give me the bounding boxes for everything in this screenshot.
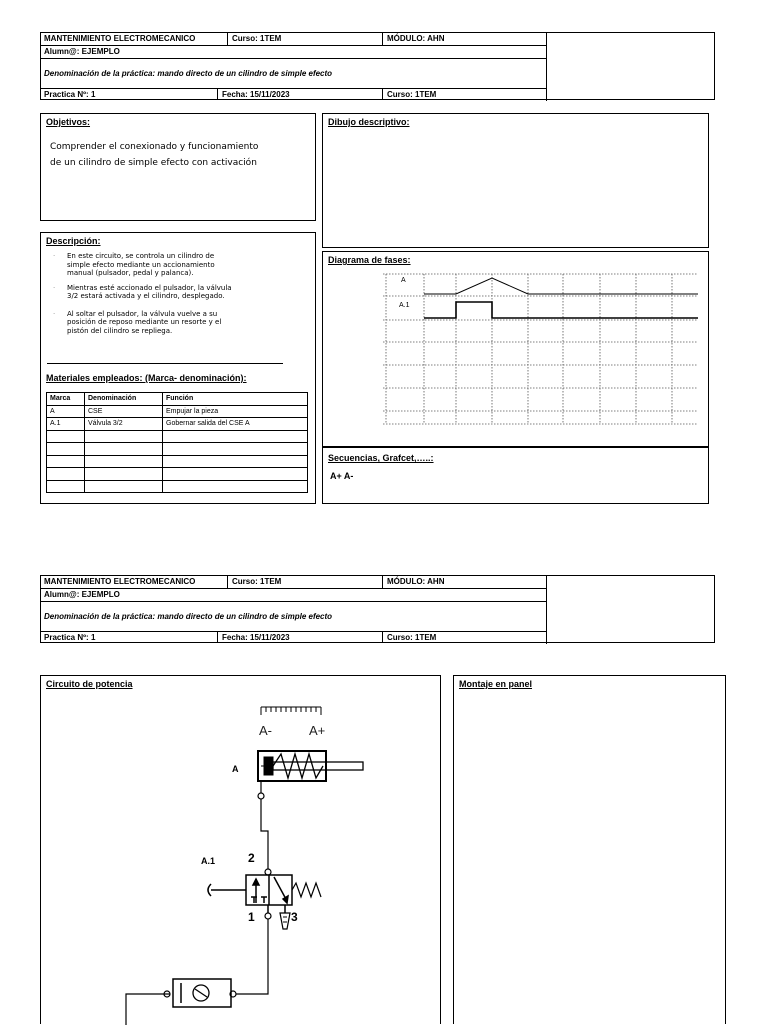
- frl-unit-symbol: [173, 979, 231, 1007]
- table-row: [47, 430, 308, 443]
- label-port-3: 3: [291, 910, 298, 924]
- descripcion-title: Descripción:: [46, 236, 101, 246]
- header-row-2: [41, 589, 546, 602]
- materiales-cell: [163, 430, 308, 443]
- materiales-cell: [47, 430, 85, 443]
- descripcion-item-3: · Al soltar el pulsador, la válvula vuelve a su posición de reposo mediante un resorte y el pistón del cilindro se repliega.: [61, 310, 301, 336]
- fase-line-a1: [424, 302, 698, 318]
- materiales-cell: [47, 455, 85, 468]
- header-fecha: Fecha: 15/11/2023: [222, 90, 290, 99]
- header-practica: Practica Nº: 1: [44, 633, 96, 642]
- descripcion-box: [40, 232, 316, 504]
- descripcion-item-1-line-1: En este circuito, se controla un cilindro de: [67, 252, 215, 260]
- header-denominacion: Denominación de la práctica: mando directo de un cilindro de simple efecto: [44, 69, 333, 78]
- secuencias-box: [322, 447, 709, 504]
- materiales-cell: [85, 430, 163, 443]
- line-2: [261, 799, 268, 869]
- header-curso-bottom: Curso: 1TEM: [387, 90, 437, 99]
- dibujo-box: [322, 113, 709, 248]
- materiales-cell: [85, 455, 163, 468]
- header-row-1: [41, 33, 546, 46]
- descripcion-divider: [47, 363, 283, 364]
- descripcion-item-2-line-2: 3/2 estará activada y el cilindro, desplegado.: [67, 292, 225, 300]
- header-row-2: [41, 46, 546, 59]
- objetivos-title: Objetivos:: [46, 117, 91, 127]
- header-practica: Practica Nº: 1: [44, 90, 96, 99]
- descripcion-item-3-line-2: posición de reposo mediante un resorte y el: [67, 318, 222, 326]
- fases-box: [322, 251, 709, 447]
- table-row: [47, 405, 308, 418]
- header-title: MANTENIMIENTO ELECTROMECANICO: [44, 34, 196, 43]
- materiales-cell: [47, 468, 85, 481]
- materiales-cell: A: [47, 405, 85, 418]
- materiales-cell: [163, 468, 308, 481]
- montaje-title: Montaje en panel: [459, 679, 533, 689]
- descripcion-item-3-line-3: pistón del cilindro se repliega.: [67, 326, 173, 335]
- secuencias-title: Secuencias, Grafcet,…..:: [328, 453, 434, 463]
- dibujo-title: Dibujo descriptivo:: [328, 117, 410, 127]
- materiales-cell: [85, 468, 163, 481]
- fases-grid: [383, 272, 698, 427]
- materiales-cell: A.1: [47, 418, 85, 431]
- line-1: [236, 919, 268, 994]
- label-port-1: 1: [248, 910, 255, 924]
- header-curso-bottom: Curso: 1TEM: [387, 633, 437, 642]
- materiales-header-funcion: Función: [163, 393, 308, 406]
- materiales-header-marca: Marca: [47, 393, 85, 406]
- objetivos-box: [40, 113, 316, 221]
- label-cylinder-a: A: [232, 764, 239, 774]
- descripcion-item-1-line-3: manual (pulsador, pedal y palanca).: [67, 269, 194, 277]
- materiales-cell: [47, 443, 85, 456]
- page2-header: [40, 575, 715, 643]
- table-row: [47, 418, 308, 431]
- cylinder-a-symbol: [258, 751, 363, 799]
- fases-label-a: A: [401, 277, 406, 284]
- pneumatic-circuit-diagram: [111, 701, 441, 1025]
- materiales-cell: Empujar la pieza: [163, 405, 308, 418]
- materiales-cell: Gobernar salida del CSE A: [163, 418, 308, 431]
- materiales-cell: CSE: [85, 405, 163, 418]
- materiales-cell: [85, 443, 163, 456]
- fases-label-a1: A.1: [399, 302, 410, 309]
- descripcion-item-2: · Mientras esté accionado el pulsador, la válvula 3/2 estará activada y el cilindro, desplegado.: [61, 284, 301, 301]
- label-a-minus: A-: [259, 723, 272, 738]
- montaje-box: [453, 675, 726, 1024]
- header-row-4: [41, 89, 546, 100]
- fases-title: Diagrama de fases:: [328, 255, 411, 265]
- header-row-4: [41, 632, 546, 643]
- position-scale: [261, 707, 321, 715]
- materiales-title: Materiales empleados: (Marca- denominación):: [46, 373, 247, 383]
- descripcion-item-1-line-2: simple efecto mediante un accionamiento: [67, 260, 215, 269]
- materiales-header-row: [47, 393, 308, 406]
- header-denominacion: Denominación de la práctica: mando directo de un cilindro de simple efecto: [44, 612, 333, 621]
- objetivos-text: [50, 139, 258, 171]
- label-valve-a1: A.1: [201, 856, 216, 866]
- label-port-2: 2: [248, 851, 255, 865]
- descripcion-item-3-line-1: Al soltar el pulsador, la válvula vuelve a su: [67, 309, 218, 318]
- header-row-3: [41, 59, 546, 89]
- header-curso: Curso: 1TEM: [232, 34, 282, 43]
- table-row: [47, 443, 308, 456]
- header-alumno: Alumn@: EJEMPLO: [44, 47, 120, 56]
- circuito-title: Circuito de potencia: [46, 679, 133, 689]
- materiales-header-denominacion: Denominación: [85, 393, 163, 406]
- header-row-1: [41, 576, 546, 589]
- table-row: [47, 455, 308, 468]
- header-title: MANTENIMIENTO ELECTROMECANICO: [44, 577, 196, 586]
- descripcion-item-1: · En este circuito, se controla un cilindro de simple efecto mediante un accionamiento manual (pulsador, pedal y palanca).: [61, 252, 301, 278]
- materiales-cell: Válvula 3/2: [85, 418, 163, 431]
- objetivos-line-2: de un cilindro de simple efecto con activación: [50, 158, 257, 168]
- label-a-plus: A+: [309, 723, 326, 738]
- header-fecha: Fecha: 15/11/2023: [222, 633, 290, 642]
- materiales-cell: [163, 455, 308, 468]
- table-row: [47, 468, 308, 481]
- materiales-cell: [47, 480, 85, 493]
- header-row-3: [41, 602, 546, 632]
- secuencias-value: A+ A-: [330, 471, 354, 481]
- descripcion-list: [53, 252, 301, 335]
- descripcion-item-2-line-1: Mientras esté accionado el pulsador, la válvula: [67, 283, 232, 292]
- materiales-cell: [163, 443, 308, 456]
- line-supply: [126, 994, 170, 1025]
- header-modulo: MÓDULO: AHN: [387, 34, 445, 43]
- valve-a1-symbol: [208, 875, 321, 929]
- header-curso: Curso: 1TEM: [232, 577, 282, 586]
- page1-header: [40, 32, 715, 100]
- circuito-box: [40, 675, 441, 1024]
- materiales-cell: [163, 480, 308, 493]
- materiales-table: [46, 392, 308, 493]
- fase-line-a: [424, 278, 698, 294]
- objetivos-line-1: Comprender el conexionado y funcionamiento: [50, 142, 259, 152]
- materiales-cell: [85, 480, 163, 493]
- table-row: [47, 480, 308, 493]
- header-alumno: Alumn@: EJEMPLO: [44, 590, 120, 599]
- header-modulo: MÓDULO: AHN: [387, 577, 445, 586]
